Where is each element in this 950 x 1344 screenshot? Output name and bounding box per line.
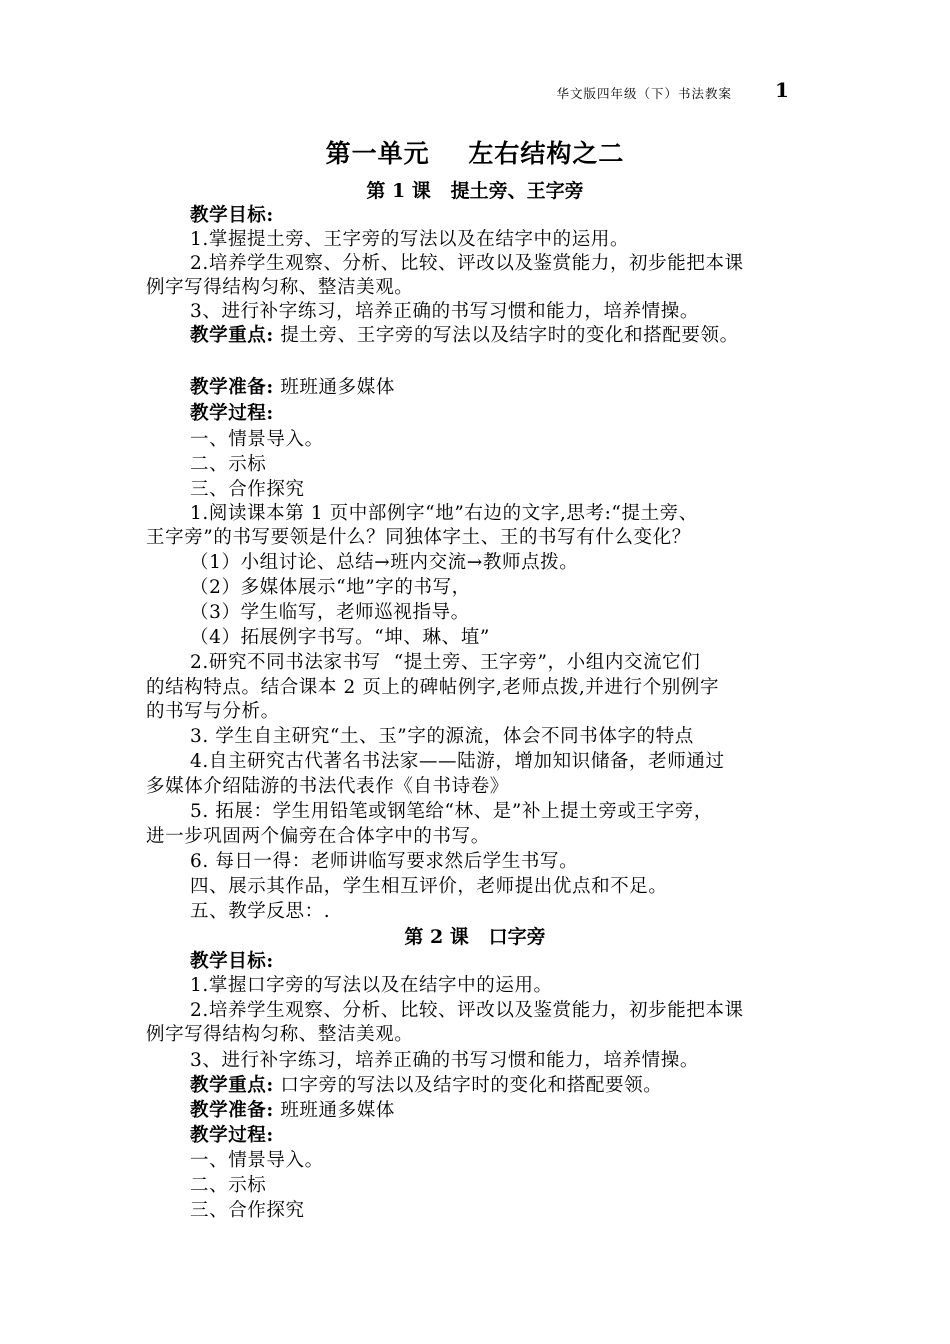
lesson1-focus-label: 教学重点: [190,325,274,346]
lesson2-goal-2b: 例字写得结构匀称、整洁美观。 [146,1024,414,1045]
lesson1-goal-2a: 2.培养学生观察、分析、比较、评改以及鉴赏能力，初步能把本课 [190,253,744,274]
lesson1-p5b: 进一步巩固两个偏旁在合体字中的书写。 [146,826,490,847]
lesson1-focus [190,321,950,347]
page-number: 1 [775,78,789,102]
lesson1-process-label: 教学过程: [190,403,274,424]
lesson1-prep-label: 教学准备: [190,377,274,398]
lesson2-title: 第 2 课 口字旁 [404,926,546,948]
lesson1-step-4: 四、展示其作品，学生相互评价，老师提出优点和不足。 [190,876,668,897]
header-text: 华文版四年级（下）书法教案 [556,86,732,101]
lesson1-step-1: 一、情景导入。 [190,429,324,450]
lesson1-step-5: 五、教学反思：. [190,901,331,922]
lesson2-focus-text: 口字旁的写法以及结字时的变化和搭配要领。 [273,1075,663,1096]
lesson1-goals-label: 教学目标: [190,205,274,226]
lesson1-p1a: 1.阅读课本第 1 页中部例字“地”右边的文字,思考:“提土旁、 [190,503,698,524]
page-header [0,78,950,108]
lesson1-p2a: 2.研究不同书法家书写 “提土旁、王字旁”，小组内交流它们 [190,652,701,673]
lesson2-process-label: 教学过程: [190,1125,274,1146]
lesson2-prep-text: 班班通多媒体 [273,1100,395,1121]
lesson1-prep-text: 班班通多媒体 [273,377,395,398]
lesson1-p3: 3. 学生自主研究“土、玉”字的源流，体会不同书体字的特点 [190,726,694,747]
lesson1-goal-1: 1.掌握提土旁、王字旁的写法以及在结字中的运用。 [190,229,630,250]
lesson1-p4a: 4.自主研究古代著名书法家——陆游，增加知识储备，老师通过 [190,751,725,772]
lesson2-step-3: 三、合作探究 [190,1200,305,1221]
lesson1-p1-1: （1）小组讨论、总结→班内交流→教师点拨。 [190,552,579,573]
lesson2-prep-label: 教学准备: [190,1100,274,1121]
lesson2-prep [190,1096,950,1122]
lesson2-goal-2a: 2.培养学生观察、分析、比较、评改以及鉴赏能力，初步能把本课 [190,1000,744,1021]
lesson2-focus-label: 教学重点: [190,1075,274,1096]
lesson2-goal-1: 1.掌握口字旁的写法以及在结字中的运用。 [190,975,553,996]
lesson1-p5a: 5. 拓展：学生用铅笔或钢笔给“林、是”补上提土旁或王字旁， [190,801,713,822]
lesson1-goal-3: 3、进行补字练习，培养正确的书写习惯和能力，培养情操。 [190,301,699,322]
lesson1-p6: 6. 每日一得：老师讲临写要求然后学生书写。 [190,851,579,872]
lesson2-focus [190,1071,950,1097]
lesson2-step-1: 一、情景导入。 [190,1150,324,1171]
lesson2-goals-label: 教学目标: [190,951,274,972]
lesson1-p1-2: （2）多媒体展示“地”字的书写， [190,577,471,598]
lesson1-p1-3: （3）学生临写，老师巡视指导。 [190,602,470,623]
lesson1-goal-2b: 例字写得结构匀称、整洁美观。 [146,277,414,298]
lesson1-p4b: 多媒体介绍陆游的书法代表作《自书诗卷》 [146,776,509,797]
lesson1-focus-text: 提土旁、王字旁的写法以及结字时的变化和搭配要领。 [273,325,739,346]
lesson1-title: 第 1 课 提土旁、王字旁 [366,180,584,202]
lesson1-p2b: 的结构特点。结合课本 2 页上的碑帖例字,老师点拨,并进行个别例字 [146,677,720,698]
lesson1-p1-4: （4）拓展例字书写。“坤、琳、埴” [190,627,490,648]
lesson1-step-2: 二、示标 [190,454,267,475]
lesson1-prep [190,373,950,399]
unit-title: 第一单元 左右结构之二 [325,139,625,168]
lesson1-p2c: 的书写与分析。 [146,701,280,722]
lesson1-p1b: 王字旁”的书写要领是什么？同独体字土、王的书写有什么变化？ [146,527,691,548]
lesson2-step-2: 二、示标 [190,1175,267,1196]
lesson2-goal-3: 3、进行补字练习，培养正确的书写习惯和能力，培养情操。 [190,1050,699,1071]
lesson1-step-3: 三、合作探究 [190,479,305,500]
